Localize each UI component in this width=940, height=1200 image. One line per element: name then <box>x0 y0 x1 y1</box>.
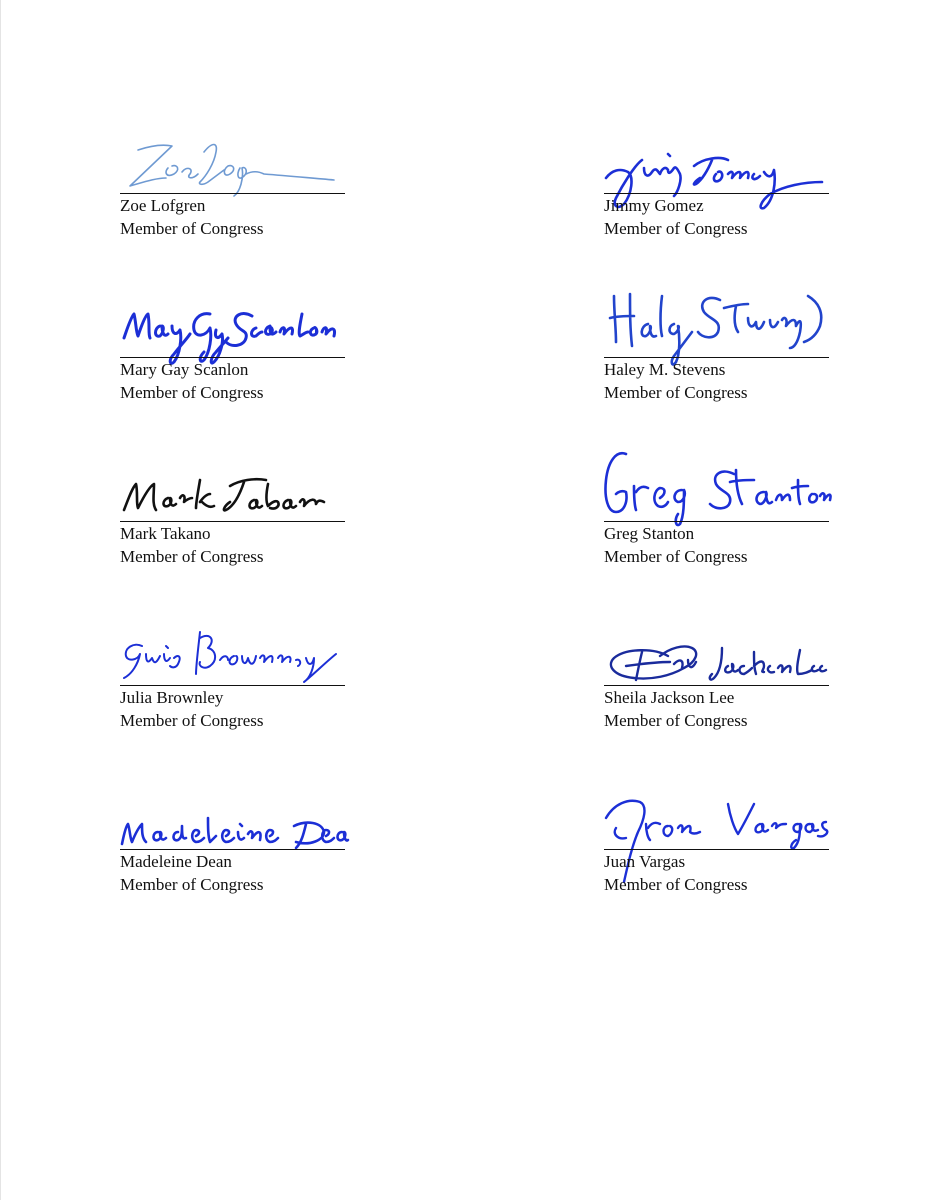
signatory-name: Mark Takano <box>120 524 211 543</box>
signatory-name: Greg Stanton <box>604 524 695 543</box>
signatory-name: Madeleine Dean <box>120 852 232 871</box>
signatory-title: Member of Congress <box>120 711 264 730</box>
signatory-title: Member of Congress <box>604 219 748 238</box>
signature-line <box>120 357 345 358</box>
signature-block-takano <box>120 440 345 566</box>
signature-line <box>604 357 829 358</box>
signatory-title: Member of Congress <box>604 383 748 402</box>
signature-block-scanlon <box>120 276 345 402</box>
signatory-name: Sheila Jackson Lee <box>604 688 735 707</box>
signatory-title: Member of Congress <box>604 711 748 730</box>
signature-line <box>120 521 345 522</box>
signature-block-gomez <box>604 112 829 238</box>
signature-line <box>604 849 829 850</box>
signature-block-dean <box>120 768 345 894</box>
signature-line <box>120 193 345 194</box>
signatory-title: Member of Congress <box>120 383 264 402</box>
signatory-title: Member of Congress <box>120 219 264 238</box>
signature-line <box>120 685 345 686</box>
signatory-title: Member of Congress <box>604 547 748 566</box>
signatory-name: Jimmy Gomez <box>604 196 704 215</box>
signature-line <box>604 521 829 522</box>
page-edge <box>0 0 1 1200</box>
signature-line <box>604 685 829 686</box>
signature-block-brownley <box>120 604 345 730</box>
signature-line <box>604 193 829 194</box>
signatory-name: Zoe Lofgren <box>120 196 206 215</box>
signature-block-vargas <box>604 768 829 894</box>
signatory-name: Haley M. Stevens <box>604 360 726 379</box>
signature-line <box>120 849 345 850</box>
signatory-title: Member of Congress <box>120 547 264 566</box>
signatory-name: Juan Vargas <box>604 852 686 871</box>
signature-block-jackson-lee <box>604 604 829 730</box>
signatory-name: Julia Brownley <box>120 688 224 707</box>
signatory-title: Member of Congress <box>120 875 264 894</box>
signature-block-stanton <box>604 440 829 566</box>
signature-block-lofgren <box>120 112 345 238</box>
signature-block-stevens <box>604 276 829 402</box>
signatory-name: Mary Gay Scanlon <box>120 360 249 379</box>
signatory-title: Member of Congress <box>604 875 748 894</box>
